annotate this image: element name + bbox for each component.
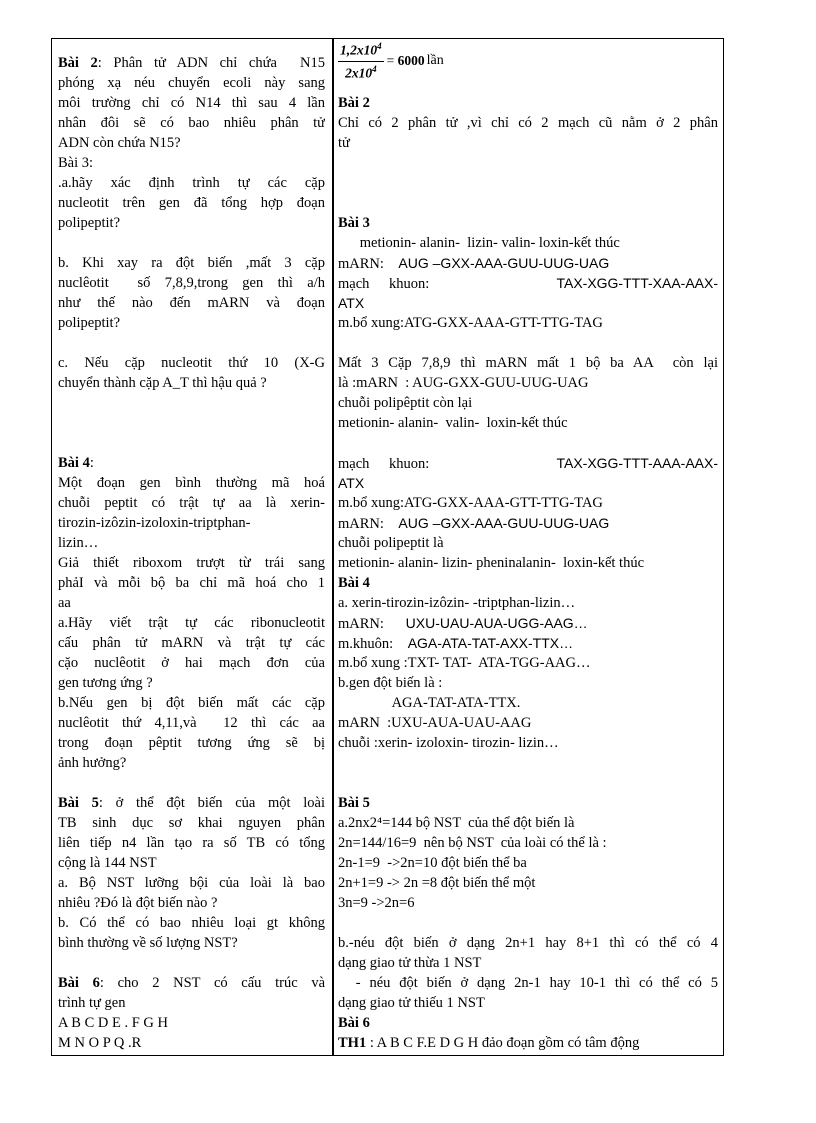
text-run: Bài 6 bbox=[338, 1015, 370, 1031]
right-text-line bbox=[338, 373, 718, 393]
right-text-line bbox=[338, 993, 718, 1013]
text-run: Một đoạn gen bình thường mã hoá bbox=[58, 475, 325, 491]
right-text-line bbox=[338, 553, 718, 573]
text-run: A B C D E . F G H bbox=[58, 1015, 168, 1031]
left-text-line bbox=[58, 833, 325, 853]
left-text-line bbox=[58, 713, 325, 733]
text-run: tirozin-izôzin-izoloxin-triptphan- bbox=[58, 515, 251, 531]
text-run: .a.hãy xác định trình tự các cặp bbox=[58, 175, 325, 191]
left-text-line bbox=[58, 873, 325, 893]
left-text-line bbox=[58, 273, 325, 293]
right-text-line bbox=[338, 953, 718, 973]
right-text-line bbox=[338, 313, 718, 333]
left-text-line bbox=[58, 533, 325, 553]
right-text-line bbox=[338, 133, 718, 153]
text-run: trong đoạn pêptit tương ứng sẽ bị bbox=[58, 735, 325, 751]
left-text-line bbox=[58, 573, 325, 593]
right-text-line bbox=[338, 233, 718, 253]
text-run: Bài 5 bbox=[58, 795, 99, 811]
fraction-denominator: 2x10 bbox=[345, 65, 373, 80]
left-text-line bbox=[58, 853, 325, 873]
text-run: như thế nào đến mARN và đoạn bbox=[58, 295, 325, 311]
text-run: chuyển thành cặp A_T thì hậu quả ? bbox=[58, 375, 267, 391]
right-text-line bbox=[338, 393, 718, 413]
right-text-line bbox=[338, 653, 718, 673]
text-run: trình tự gen bbox=[58, 995, 126, 1011]
left-text-line bbox=[58, 193, 325, 213]
left-text-line bbox=[58, 1013, 325, 1033]
right-text-line bbox=[338, 973, 718, 993]
text-run: ảnh hưởng? bbox=[58, 755, 127, 771]
text-run: Bài 4 bbox=[338, 575, 370, 591]
text-run: ADN còn chứa N15? bbox=[58, 135, 181, 151]
text-run: Bài 3 bbox=[338, 215, 370, 231]
left-text-line bbox=[58, 253, 325, 273]
left-text-line bbox=[58, 353, 325, 373]
text-run: nhân đôi sẽ có bao nhiêu phân tử bbox=[58, 115, 325, 131]
left-text-line bbox=[58, 933, 325, 953]
right-text-line bbox=[338, 1013, 718, 1033]
left-text-line bbox=[58, 973, 325, 993]
right-text-line bbox=[338, 673, 718, 693]
text-run: Bài 2 bbox=[58, 55, 98, 71]
fraction-result: 6000 bbox=[397, 53, 425, 68]
text-run: Mất 3 Cặp 7,8,9 thì mARN mất 1 bộ ba AA còn lại bbox=[338, 355, 718, 371]
right-text-line bbox=[338, 493, 718, 513]
left-text-line bbox=[58, 473, 325, 493]
right-text-line bbox=[338, 573, 718, 593]
right-text-line bbox=[338, 893, 718, 913]
text-run: dạng giao tử thiếu 1 NST bbox=[338, 995, 485, 1011]
text-run: cặo nuclêotit ở hai mạch đơn của bbox=[58, 655, 325, 671]
text-run: a. Bộ NST lưỡng bội của loài là bao bbox=[58, 875, 325, 891]
text-run: b.Nếu gen bị đột biến mất các cặp bbox=[58, 695, 325, 711]
left-text-line bbox=[58, 373, 325, 393]
right-text-line bbox=[338, 473, 718, 494]
left-text-line bbox=[58, 913, 325, 933]
left-text-line bbox=[58, 1033, 325, 1053]
right-text-line bbox=[338, 793, 718, 813]
left-text-line bbox=[58, 73, 325, 93]
left-text-line bbox=[58, 653, 325, 673]
left-text-line bbox=[58, 593, 325, 613]
text-run: mạch khuon: bbox=[338, 276, 557, 292]
right-text-line bbox=[338, 513, 718, 534]
text-run: nuclêotit số 7,8,9,trong gen thì a/h bbox=[58, 275, 325, 291]
left-text-line bbox=[58, 613, 325, 633]
left-text-line bbox=[58, 813, 325, 833]
right-text-line bbox=[338, 213, 718, 233]
left-text-line bbox=[58, 753, 325, 773]
text-run: Chỉ có 2 phân tử ,vì chỉ có 2 mạch cũ nằm ở 2 phân bbox=[338, 115, 718, 131]
text-run: aa bbox=[58, 595, 71, 611]
left-text-line bbox=[58, 893, 325, 913]
text-run: cộng là 144 NST bbox=[58, 855, 157, 871]
text-run: : ở thể đột biến của một loài bbox=[98, 795, 325, 811]
right-text-line bbox=[338, 453, 718, 474]
left-text-line bbox=[58, 553, 325, 573]
text-run: Giả thiết riboxom trượt từ trái sang bbox=[58, 555, 325, 571]
right-text-line bbox=[338, 533, 718, 553]
right-text-line bbox=[338, 833, 718, 853]
text-run: môi trường chỉ có N14 thì sau 4 lần bbox=[58, 95, 325, 111]
text-run: AUG –GXX-AAA-GUU-UUG-UAG bbox=[398, 515, 610, 531]
text-run: Bài 3: bbox=[58, 155, 94, 171]
text-run: metionin- alanin- valin- loxin-kết thúc bbox=[338, 415, 568, 431]
text-run: b. Khi xay ra đột biến ,mất 3 cặp bbox=[58, 255, 325, 271]
answers-column bbox=[338, 39, 718, 1055]
left-text-line bbox=[58, 133, 325, 153]
fraction-numerator: 1,2x10 bbox=[340, 42, 378, 58]
text-run: dạng giao tử thừa 1 NST bbox=[338, 955, 482, 971]
left-text-line bbox=[58, 213, 325, 233]
left-text-line bbox=[58, 93, 325, 113]
text-run: b.gen đột biến là : bbox=[338, 675, 443, 691]
left-text-line bbox=[58, 53, 325, 73]
text-run: mARN: bbox=[338, 616, 406, 632]
text-run: gen tương ứng ? bbox=[58, 675, 153, 691]
right-text-line bbox=[338, 933, 718, 953]
text-run: chuỗi peptit có trật tự aa là xerin- bbox=[58, 495, 325, 511]
text-run: cấu phân tử mARN và trật tự các bbox=[58, 635, 325, 651]
text-run: 2n=144/16=9 nên bộ NST của loài có thể là : bbox=[338, 835, 607, 851]
right-text-line bbox=[338, 113, 718, 133]
left-text-line bbox=[58, 693, 325, 713]
left-text-line bbox=[58, 513, 325, 533]
text-run: a. xerin-tirozin-izôzin- -triptphan-lizin… bbox=[338, 595, 576, 611]
text-run: tử bbox=[338, 135, 350, 151]
fraction bbox=[338, 41, 384, 81]
right-text-line bbox=[338, 733, 718, 753]
text-run: nhiêu ?Đó là đột biến nào ? bbox=[58, 895, 218, 911]
text-run: AGA-TAT-ATA-TTX. bbox=[338, 695, 521, 711]
left-text-line bbox=[58, 993, 325, 1013]
right-text-line bbox=[338, 713, 718, 733]
right-text-line bbox=[338, 353, 718, 373]
left-text-line bbox=[58, 293, 325, 313]
text-run: AUG –GXX-AAA-GUU-UUG-UAG bbox=[398, 255, 610, 271]
text-run: nuclêotit thứ 4,11,và 12 thì các aa bbox=[58, 715, 325, 731]
left-text-line bbox=[58, 453, 325, 473]
right-text-line bbox=[338, 813, 718, 833]
left-text-line bbox=[58, 313, 325, 333]
right-text-line bbox=[338, 273, 718, 294]
column-divider bbox=[332, 39, 334, 1055]
text-run: mARN: bbox=[338, 256, 399, 272]
text-run: a.2nx2⁴=144 bộ NST của thể đột biến là bbox=[338, 815, 575, 831]
fraction-unit: lần bbox=[426, 53, 444, 68]
text-run: - néu đột biến ở dạng 2n-1 hay 10-1 thì có thể có 5 bbox=[338, 975, 718, 991]
text-run: ATX bbox=[338, 475, 365, 491]
text-run: chuỗi polipêptit còn lại bbox=[338, 395, 473, 411]
fraction-denominator-exp: 4 bbox=[372, 63, 377, 74]
text-run: Bài 6 bbox=[58, 975, 100, 991]
right-text-line bbox=[338, 253, 718, 274]
text-run: m.bổ xung:ATG-GXX-AAA-GTT-TTG-TAG bbox=[338, 315, 603, 331]
text-run: liên tiếp n4 lần tạo ra số TB có tổng bbox=[58, 835, 325, 851]
right-text-line bbox=[338, 593, 718, 613]
text-run: c. Nếu cặp nucleotit thứ 10 (X-G bbox=[58, 355, 325, 371]
text-run: là :mARN : AUG-GXX-GUU-UUG-UAG bbox=[338, 375, 589, 391]
text-run: lizin… bbox=[58, 535, 99, 551]
right-text-line bbox=[338, 853, 718, 873]
right-text-line bbox=[338, 293, 718, 314]
text-run: m.khuôn: bbox=[338, 636, 408, 652]
fraction-equals: = bbox=[386, 53, 398, 68]
text-run: Bài 4 bbox=[58, 455, 90, 471]
text-run: 3n=9 ->2n=6 bbox=[338, 895, 415, 911]
text-run: polipeptit? bbox=[58, 315, 121, 331]
text-run: Bài 2 bbox=[338, 95, 370, 111]
text-run: b.-néu đột biến ở dạng 2n+1 hay 8+1 thì có thể có 4 bbox=[338, 935, 718, 951]
text-run: M N O P Q .R bbox=[58, 1035, 142, 1051]
text-run: phóng xạ néu chuyển ecoli này sang bbox=[58, 75, 325, 91]
right-text-line bbox=[338, 873, 718, 893]
left-text-line bbox=[58, 673, 325, 693]
text-run: nucleotit trên gen đã tổng hợp đoạn bbox=[58, 195, 325, 211]
text-run: TAX-XGG-TTT-XAA-AAX- bbox=[556, 275, 718, 291]
text-run: mạch khuon: bbox=[338, 456, 557, 472]
right-text-line bbox=[338, 93, 718, 113]
right-text-line bbox=[338, 413, 718, 433]
text-run: 2n-1=9 ->2n=10 đột biến thể ba bbox=[338, 855, 527, 871]
text-run: Bài 5 bbox=[338, 795, 370, 811]
text-run: chuỗi polipeptit là bbox=[338, 535, 444, 551]
right-text-line bbox=[338, 613, 718, 634]
text-run: b. Có thể có bao nhiêu loại gt không bbox=[58, 915, 325, 931]
text-run: a.Hãy viết trật tự các ribonucleotit bbox=[58, 615, 325, 631]
text-run: AGA-ATA-TAT-AXX-TTX… bbox=[407, 635, 574, 651]
text-run: UXU-UAU-AUA-UGG-AAG… bbox=[405, 615, 588, 631]
text-run: : Phân tử ADN chỉ chứa N15 bbox=[97, 55, 325, 71]
left-text-line bbox=[58, 633, 325, 653]
text-run: TAX-XGG-TTT-AAA-AAX- bbox=[556, 455, 718, 471]
fraction-numerator-exp: 4 bbox=[377, 41, 382, 51]
text-run: TH1 bbox=[338, 1035, 367, 1051]
content-table bbox=[51, 38, 724, 1056]
text-run: metionin- alanin- lizin- pheninalanin- loxin-kết thúc bbox=[338, 555, 645, 571]
text-run: mARN: bbox=[338, 516, 399, 532]
text-run: phảI và mỗi bộ ba chỉ mã hoá cho 1 bbox=[58, 575, 325, 591]
text-run: metionin- alanin- lizin- valin- loxin-kết thúc bbox=[338, 235, 620, 251]
text-run: m.bổ xung:ATG-GXX-AAA-GTT-TTG-TAG bbox=[338, 495, 603, 511]
left-text-line bbox=[58, 173, 325, 193]
text-run: : A B C F.E D G H đảo đoạn gồm có tâm động bbox=[366, 1035, 640, 1051]
text-run: chuỗi :xerin- izoloxin- tirozin- lizin… bbox=[338, 735, 559, 751]
text-run: 2n+1=9 -> 2n =8 đột biến thể một bbox=[338, 875, 536, 891]
text-run: bình thường về số lượng NST? bbox=[58, 935, 238, 951]
text-run: TB sinh dục sơ khai nguyen phân bbox=[58, 815, 325, 831]
text-run: : bbox=[89, 455, 94, 471]
right-text-line bbox=[338, 633, 718, 654]
questions-column bbox=[58, 39, 325, 1055]
right-text-line bbox=[338, 693, 718, 713]
left-text-line bbox=[58, 793, 325, 813]
left-text-line bbox=[58, 733, 325, 753]
text-run: m.bổ xung :TXT- TAT- ATA-TGG-AAG… bbox=[338, 655, 591, 671]
text-run: mARN :UXU-AUA-UAU-AAG bbox=[338, 715, 532, 731]
text-run: ATX bbox=[338, 295, 365, 311]
left-text-line bbox=[58, 493, 325, 513]
right-text-line bbox=[338, 1033, 718, 1053]
fraction-formula bbox=[338, 41, 444, 81]
text-run: polipeptit? bbox=[58, 215, 121, 231]
left-text-line bbox=[58, 153, 325, 173]
left-text-line bbox=[58, 113, 325, 133]
text-run: : cho 2 NST có cấu trúc và bbox=[99, 975, 325, 991]
